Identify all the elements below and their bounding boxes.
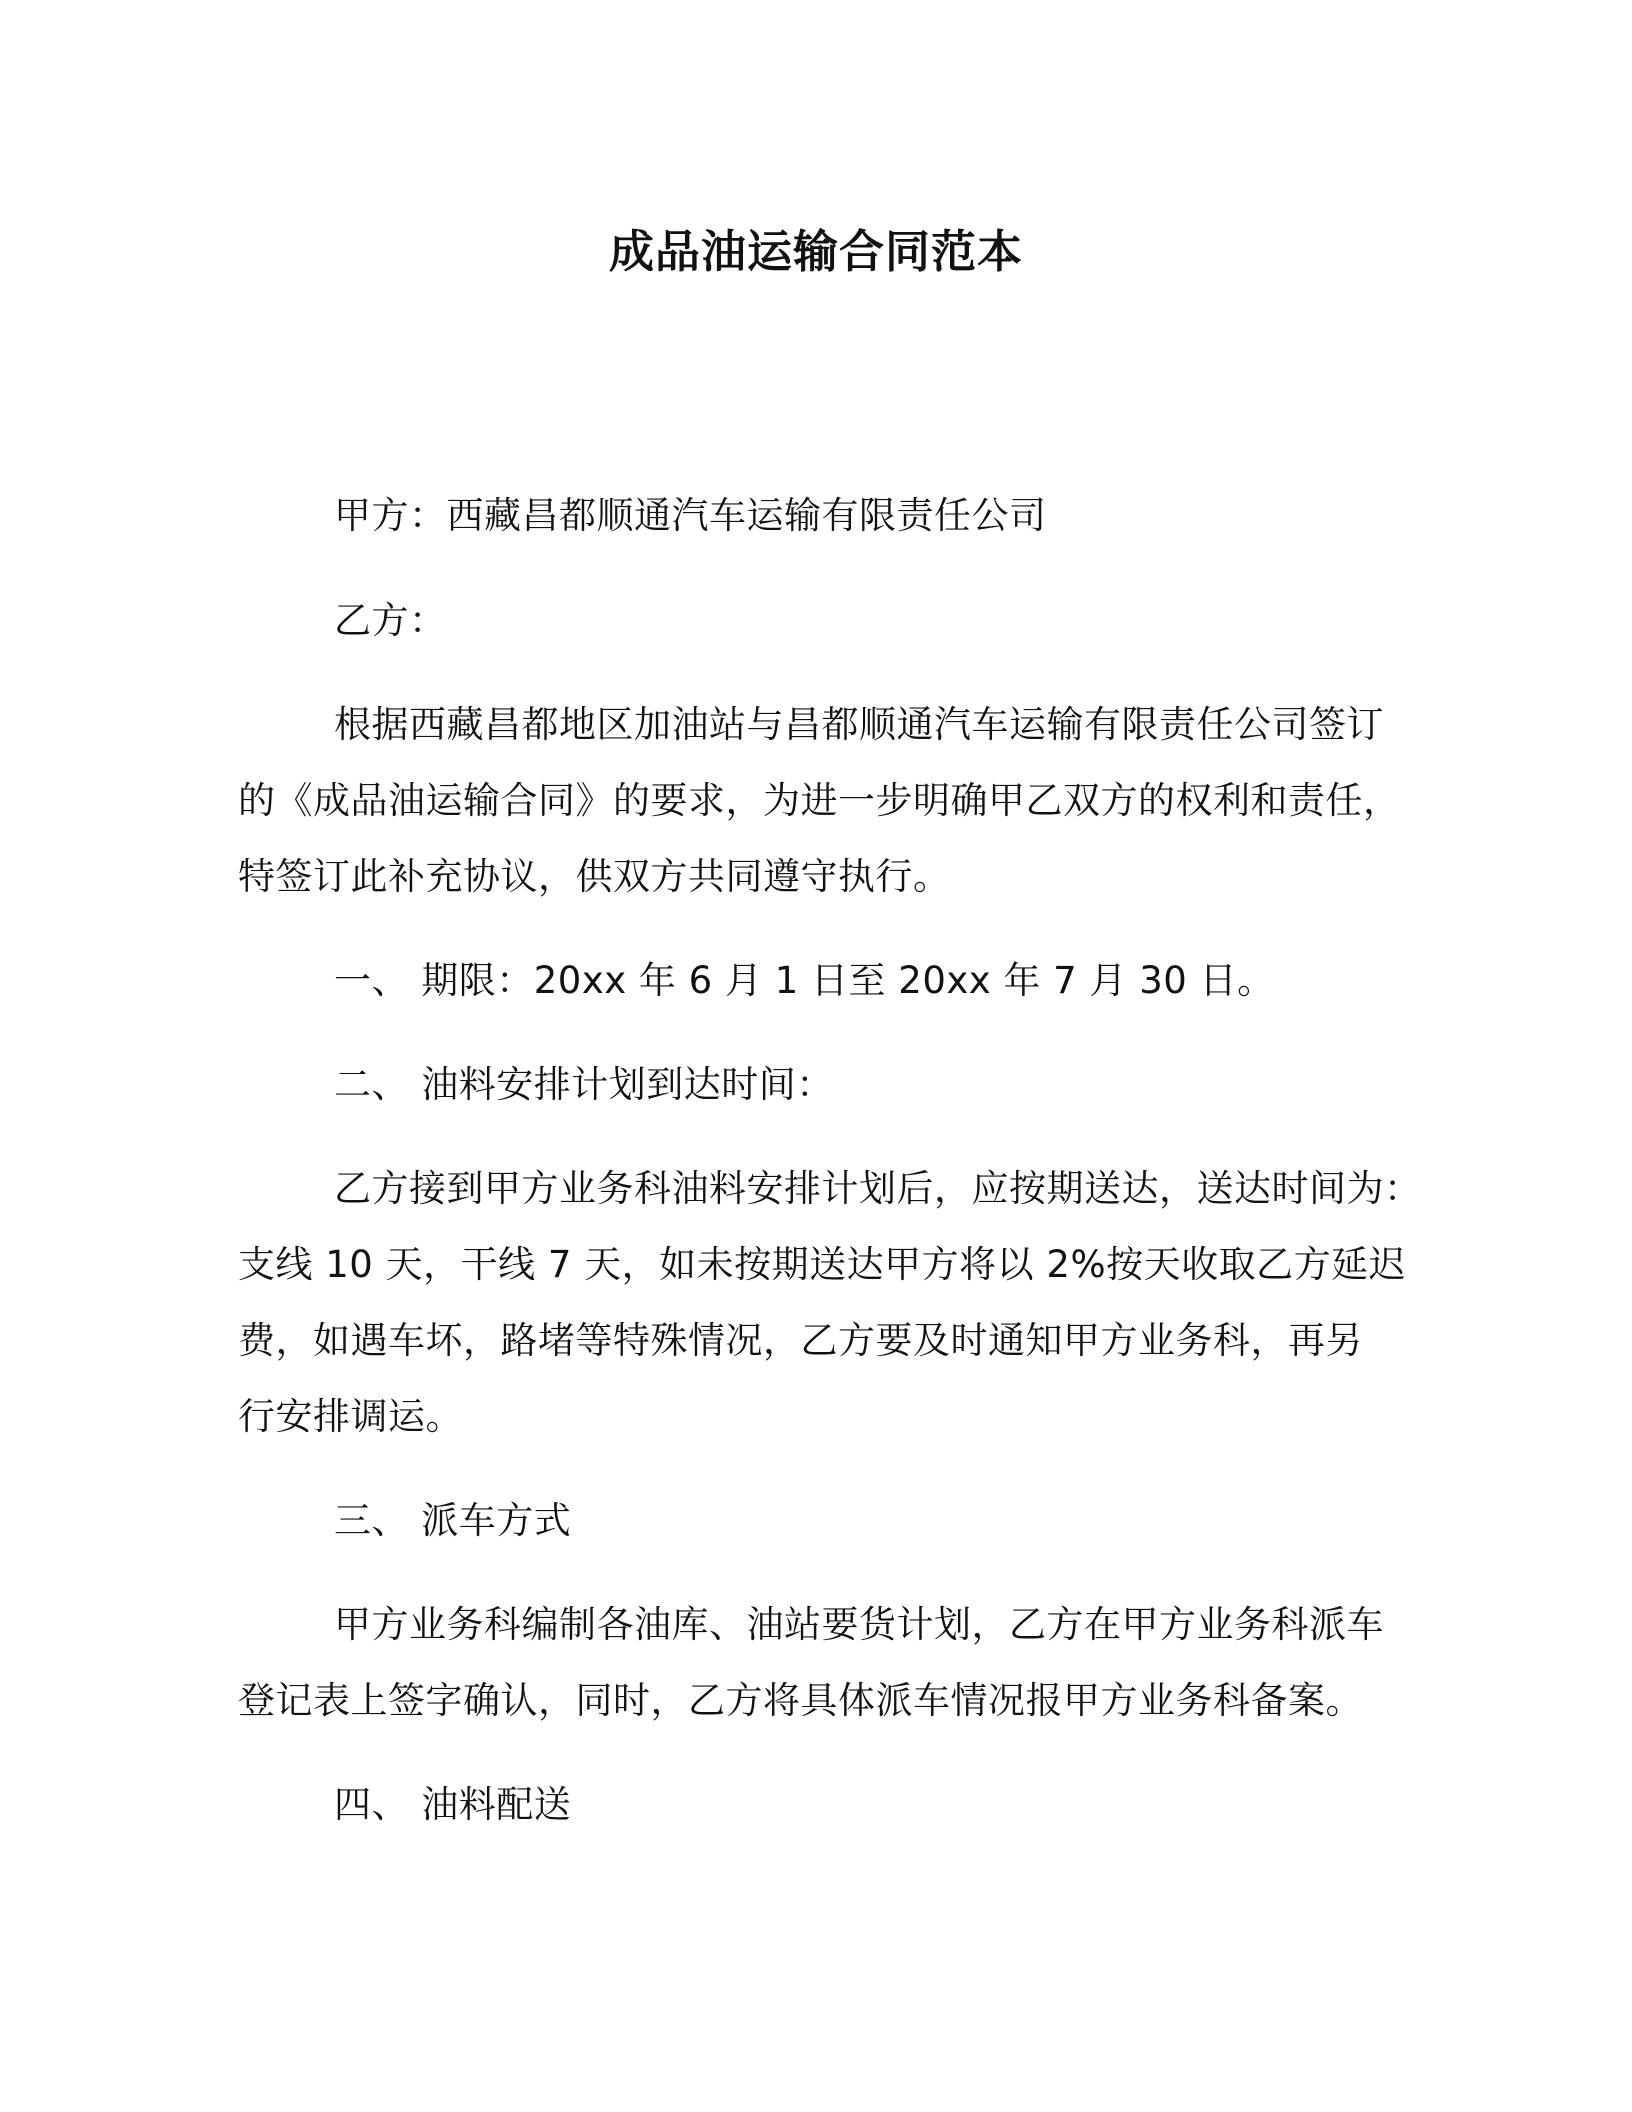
preamble-line-1: 根据西藏昌都地区加油站与昌都顺通汽车运输有限责任公司签订 [334, 703, 1384, 746]
preamble-line-2: 的《成品油运输合同》的要求，为进一步明确甲乙双方的权利和责任， [238, 779, 1401, 822]
section-2-line-4: 行安排调运。 [238, 1395, 463, 1438]
section-2-line-3: 费，如遇车坏，路堵等特殊情况，乙方要及时通知甲方业务科，再另 [238, 1319, 1363, 1362]
section-2-heading: 二、 油料安排计划到达时间： [334, 1063, 834, 1106]
section-2-line-1: 乙方接到甲方业务科油料安排计划后，应按期送达，送达时间为： [334, 1167, 1422, 1210]
section-2-line-2: 支线 10 天，干线 7 天，如未按期送达甲方将以 2%按天收取乙方延迟 [238, 1243, 1407, 1286]
section-4-heading: 四、 油料配送 [334, 1783, 572, 1826]
section-3-heading: 三、 派车方式 [334, 1499, 572, 1542]
party-b-line: 乙方： [334, 599, 447, 642]
section-3-line-1: 甲方业务科编制各油库、油站要货计划，乙方在甲方业务科派车 [334, 1603, 1384, 1646]
document-title: 成品油运输合同范本 [608, 225, 1023, 278]
party-a-line: 甲方：西藏昌都顺通汽车运输有限责任公司 [334, 494, 1047, 537]
section-3-line-2: 登记表上签字确认，同时，乙方将具体派车情况报甲方业务科备案。 [238, 1679, 1363, 1722]
preamble-line-3: 特签订此补充协议，供双方共同遵守执行。 [238, 855, 951, 898]
section-1-heading: 一、 期限：20xx 年 6 月 1 日至 20xx 年 7 月 30 日。 [334, 959, 1275, 1002]
